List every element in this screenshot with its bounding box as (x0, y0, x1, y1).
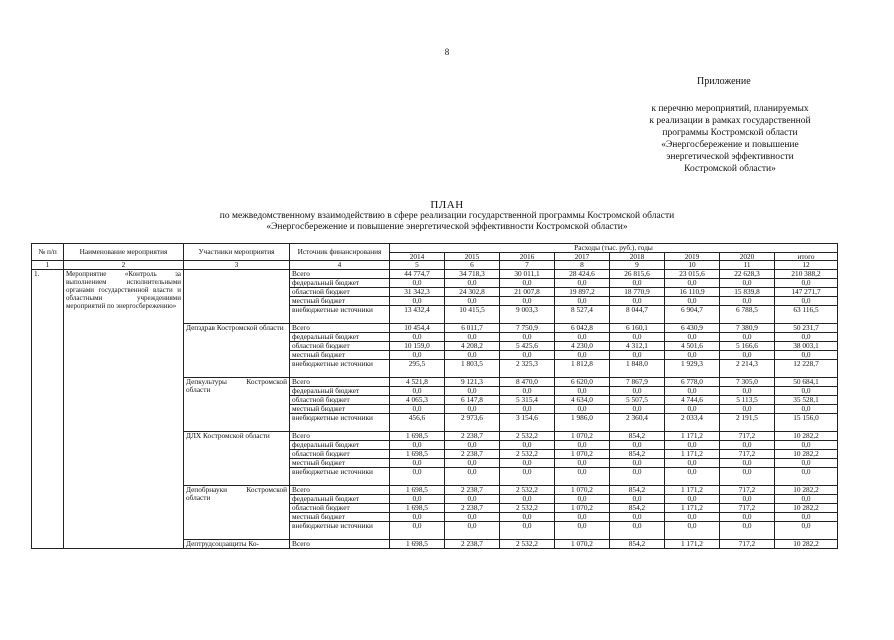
value-cell: 0,0 (390, 405, 445, 414)
value-cell: 0,0 (555, 459, 610, 468)
source-cell: областной бюджет (290, 288, 390, 297)
value-cell: 0,0 (390, 297, 445, 306)
value-cell: 0,0 (445, 297, 500, 306)
total-cell: 10 282,2 (775, 486, 838, 495)
value-cell: 0,0 (555, 333, 610, 342)
value-cell: 0,0 (390, 495, 445, 504)
total-cell: 0,0 (775, 279, 838, 288)
value-cell: 0,0 (500, 513, 555, 522)
value-cell: 0,0 (665, 279, 720, 288)
value-cell: 0,0 (445, 351, 500, 360)
value-cell: 21 007,8 (500, 288, 555, 297)
header-year: 2017 (555, 252, 610, 261)
value-cell: 23 015,6 (665, 270, 720, 279)
total-cell: 50 684,1 (775, 378, 838, 387)
value-cell: 6 904,7 (665, 306, 720, 324)
value-cell: 0,0 (445, 522, 500, 540)
appendix-title: Приложение (697, 76, 751, 87)
total-cell: 0,0 (775, 387, 838, 396)
value-cell: 2 973,6 (445, 414, 500, 432)
table-row (32, 270, 838, 279)
value-cell: 22 628,3 (720, 270, 775, 279)
value-cell: 717,2 (720, 450, 775, 459)
plan-table (31, 243, 838, 549)
value-cell: 0,0 (720, 333, 775, 342)
value-cell: 8 527,4 (555, 306, 610, 324)
value-cell: 0,0 (610, 522, 665, 540)
source-cell: Всего (290, 486, 390, 495)
value-cell: 0,0 (555, 522, 610, 540)
value-cell: 0,0 (720, 351, 775, 360)
source-cell: внебюджетные источники (290, 414, 390, 432)
value-cell: 854,2 (610, 504, 665, 513)
appendix-line: программы Костромской области (662, 128, 798, 138)
header-name: Наименование мероприятия (64, 244, 184, 261)
value-cell: 717,2 (720, 432, 775, 441)
plan-title: ПЛАН (430, 199, 464, 211)
value-cell: 31 342,3 (390, 288, 445, 297)
appendix-line: «Энергосбережение и повышение (661, 140, 799, 150)
source-cell: федеральный бюджет (290, 279, 390, 288)
header-year: 2014 (390, 252, 445, 261)
source-cell: внебюджетные источники (290, 468, 390, 486)
total-cell: 10 282,2 (775, 432, 838, 441)
value-cell: 7 305,0 (720, 378, 775, 387)
value-cell: 4 501,6 (665, 342, 720, 351)
value-cell: 6 788,5 (720, 306, 775, 324)
value-cell: 30 011,1 (500, 270, 555, 279)
header-total: итого (775, 252, 838, 261)
value-cell: 0,0 (720, 513, 775, 522)
total-cell: 0,0 (775, 459, 838, 468)
value-cell: 0,0 (390, 459, 445, 468)
value-cell: 1 070,2 (555, 432, 610, 441)
value-cell: 0,0 (390, 333, 445, 342)
value-cell: 0,0 (500, 351, 555, 360)
measure-name: Мероприятие «Контроль за выполнением исполнительными органами государственной власти и областными учреждениями мероприятий по энергосбережению» (64, 270, 184, 549)
value-cell: 0,0 (555, 513, 610, 522)
value-cell: 295,5 (390, 360, 445, 378)
source-cell: Всего (290, 270, 390, 279)
value-cell: 10 415,5 (445, 306, 500, 324)
value-cell: 1 848,0 (610, 360, 665, 378)
value-cell: 0,0 (445, 513, 500, 522)
header-year: 2020 (720, 252, 775, 261)
total-cell: 147 271,7 (775, 288, 838, 297)
participant-cell: Депздрав Костромской области (184, 324, 290, 378)
value-cell: 9 003,3 (500, 306, 555, 324)
value-cell: 0,0 (720, 468, 775, 486)
value-cell: 0,0 (610, 495, 665, 504)
value-cell: 2 191,5 (720, 414, 775, 432)
total-cell: 35 528,1 (775, 396, 838, 405)
value-cell: 5 315,4 (500, 396, 555, 405)
value-cell: 13 432,4 (390, 306, 445, 324)
value-cell: 0,0 (445, 459, 500, 468)
source-cell: Всего (290, 324, 390, 333)
value-cell: 0,0 (610, 333, 665, 342)
value-cell: 26 815,6 (610, 270, 665, 279)
header-year: 2016 (500, 252, 555, 261)
value-cell: 0,0 (390, 279, 445, 288)
column-number: 2 (64, 261, 184, 270)
value-cell: 2 214,3 (720, 360, 775, 378)
value-cell: 0,0 (610, 468, 665, 486)
value-cell: 0,0 (665, 522, 720, 540)
source-cell: федеральный бюджет (290, 333, 390, 342)
total-cell: 15 156,0 (775, 414, 838, 432)
participant-cell: Дептрудсоцзащиты Ко- (184, 540, 290, 549)
header-year: 2019 (665, 252, 720, 261)
value-cell: 2 033,4 (665, 414, 720, 432)
participant-cell (184, 270, 290, 324)
source-cell: местный бюджет (290, 351, 390, 360)
value-cell: 854,2 (610, 486, 665, 495)
column-number: 5 (390, 261, 445, 270)
value-cell: 0,0 (390, 351, 445, 360)
value-cell: 6 778,0 (665, 378, 720, 387)
header-year: 2018 (610, 252, 665, 261)
value-cell: 0,0 (500, 297, 555, 306)
value-cell: 1 171,2 (665, 504, 720, 513)
value-cell: 5 507,5 (610, 396, 665, 405)
value-cell: 0,0 (665, 333, 720, 342)
total-cell: 0,0 (775, 522, 838, 540)
value-cell: 24 302,8 (445, 288, 500, 297)
source-cell: областной бюджет (290, 396, 390, 405)
value-cell: 4 634,0 (555, 396, 610, 405)
value-cell: 2 238,7 (445, 450, 500, 459)
value-cell: 0,0 (390, 441, 445, 450)
value-cell: 0,0 (610, 387, 665, 396)
value-cell: 456,6 (390, 414, 445, 432)
value-cell: 0,0 (555, 468, 610, 486)
value-cell: 0,0 (665, 387, 720, 396)
source-cell: федеральный бюджет (290, 441, 390, 450)
value-cell: 3 154,6 (500, 414, 555, 432)
plan-table-body (32, 270, 838, 549)
source-cell: местный бюджет (290, 459, 390, 468)
appendix-line: Костромской области» (684, 164, 776, 174)
value-cell: 0,0 (610, 459, 665, 468)
column-number: 10 (665, 261, 720, 270)
column-number: 1 (32, 261, 64, 270)
appendix-text (610, 103, 850, 175)
measure-number: 1. (32, 270, 64, 549)
value-cell: 4 312,1 (610, 342, 665, 351)
value-cell: 1 929,3 (665, 360, 720, 378)
value-cell: 0,0 (500, 279, 555, 288)
value-cell: 1 698,5 (390, 450, 445, 459)
total-cell: 0,0 (775, 333, 838, 342)
value-cell: 1 171,2 (665, 486, 720, 495)
value-cell: 1 812,8 (555, 360, 610, 378)
total-cell: 210 388,2 (775, 270, 838, 279)
value-cell: 4 744,6 (665, 396, 720, 405)
value-cell: 0,0 (500, 441, 555, 450)
page-number: 8 (444, 47, 450, 57)
value-cell: 0,0 (500, 459, 555, 468)
value-cell: 2 325,3 (500, 360, 555, 378)
value-cell: 2 532,2 (500, 540, 555, 549)
value-cell: 0,0 (445, 441, 500, 450)
value-cell: 19 897,2 (555, 288, 610, 297)
value-cell: 0,0 (720, 495, 775, 504)
header-participants: Участники мероприятия (184, 244, 290, 261)
value-cell: 2 238,7 (445, 504, 500, 513)
total-cell: 0,0 (775, 351, 838, 360)
value-cell: 0,0 (610, 441, 665, 450)
value-cell: 7 750,9 (500, 324, 555, 333)
value-cell: 0,0 (610, 351, 665, 360)
value-cell: 5 425,6 (500, 342, 555, 351)
value-cell: 0,0 (555, 297, 610, 306)
value-cell: 0,0 (555, 405, 610, 414)
appendix-line: энергетической эффективности (666, 152, 794, 162)
value-cell: 5 113,5 (720, 396, 775, 405)
value-cell: 34 718,3 (445, 270, 500, 279)
value-cell: 0,0 (665, 297, 720, 306)
value-cell: 8 044,7 (610, 306, 665, 324)
source-cell: федеральный бюджет (290, 495, 390, 504)
source-cell: областной бюджет (290, 342, 390, 351)
value-cell: 6 620,0 (555, 378, 610, 387)
source-cell: федеральный бюджет (290, 387, 390, 396)
value-cell: 4 208,2 (445, 342, 500, 351)
value-cell: 0,0 (720, 279, 775, 288)
value-cell: 0,0 (665, 441, 720, 450)
value-cell: 0,0 (665, 459, 720, 468)
total-cell: 0,0 (775, 405, 838, 414)
value-cell: 6 147,8 (445, 396, 500, 405)
header-num: № п/п (32, 244, 64, 261)
total-cell: 0,0 (775, 495, 838, 504)
source-cell: местный бюджет (290, 405, 390, 414)
source-cell: местный бюджет (290, 513, 390, 522)
value-cell: 0,0 (500, 387, 555, 396)
value-cell: 16 110,9 (665, 288, 720, 297)
value-cell: 6 160,1 (610, 324, 665, 333)
value-cell: 6 011,7 (445, 324, 500, 333)
value-cell: 0,0 (445, 468, 500, 486)
value-cell: 2 532,2 (500, 432, 555, 441)
participant-cell: Депобрнауки Костромской области (184, 486, 290, 540)
value-cell: 8 470,0 (500, 378, 555, 387)
value-cell: 18 770,9 (610, 288, 665, 297)
total-cell: 0,0 (775, 441, 838, 450)
value-cell: 0,0 (390, 387, 445, 396)
value-cell: 0,0 (555, 495, 610, 504)
value-cell: 0,0 (500, 522, 555, 540)
value-cell: 1 986,0 (555, 414, 610, 432)
source-cell: местный бюджет (290, 297, 390, 306)
source-cell: Всего (290, 540, 390, 549)
value-cell: 1 070,2 (555, 450, 610, 459)
total-cell: 0,0 (775, 297, 838, 306)
value-cell: 854,2 (610, 540, 665, 549)
value-cell: 0,0 (665, 468, 720, 486)
plan-subtitle-line: по межведомственному взаимодействию в сфере реализации государственной программы Костромской области (219, 211, 675, 221)
column-number: 9 (610, 261, 665, 270)
total-cell: 50 231,7 (775, 324, 838, 333)
value-cell: 0,0 (720, 459, 775, 468)
appendix-line: к перечню мероприятий, планируемых (651, 104, 809, 114)
source-cell: внебюджетные источники (290, 306, 390, 324)
appendix-line: к реализации в рамках государственной (649, 116, 811, 126)
value-cell: 0,0 (500, 405, 555, 414)
value-cell: 0,0 (555, 441, 610, 450)
value-cell: 1 171,2 (665, 540, 720, 549)
total-cell: 38 003,1 (775, 342, 838, 351)
value-cell: 2 532,2 (500, 504, 555, 513)
participant-cell: Депкультуры Костромской области (184, 378, 290, 432)
value-cell: 2 238,7 (445, 486, 500, 495)
value-cell: 0,0 (500, 468, 555, 486)
source-cell: внебюджетные источники (290, 360, 390, 378)
value-cell: 4 521,8 (390, 378, 445, 387)
value-cell: 717,2 (720, 486, 775, 495)
value-cell: 0,0 (500, 333, 555, 342)
value-cell: 0,0 (720, 441, 775, 450)
value-cell: 2 532,2 (500, 450, 555, 459)
value-cell: 0,0 (665, 513, 720, 522)
total-cell: 12 228,7 (775, 360, 838, 378)
value-cell: 1 698,5 (390, 540, 445, 549)
value-cell: 0,0 (445, 495, 500, 504)
total-cell: 10 282,2 (775, 450, 838, 459)
value-cell: 854,2 (610, 450, 665, 459)
column-number: 8 (555, 261, 610, 270)
value-cell: 1 171,2 (665, 450, 720, 459)
value-cell: 0,0 (665, 405, 720, 414)
value-cell: 6 042,8 (555, 324, 610, 333)
value-cell: 1 070,2 (555, 540, 610, 549)
value-cell: 717,2 (720, 540, 775, 549)
value-cell: 0,0 (445, 387, 500, 396)
column-number: 3 (184, 261, 290, 270)
value-cell: 0,0 (390, 513, 445, 522)
value-cell: 1 698,5 (390, 486, 445, 495)
value-cell: 0,0 (445, 279, 500, 288)
total-cell: 0,0 (775, 468, 838, 486)
value-cell: 0,0 (555, 351, 610, 360)
source-cell: Всего (290, 378, 390, 387)
value-cell: 0,0 (610, 405, 665, 414)
header-source: Источник финансирования (290, 244, 390, 261)
value-cell: 5 166,6 (720, 342, 775, 351)
value-cell: 44 774,7 (390, 270, 445, 279)
column-number: 12 (775, 261, 838, 270)
value-cell: 4 230,0 (555, 342, 610, 351)
column-number: 7 (500, 261, 555, 270)
value-cell: 0,0 (720, 522, 775, 540)
source-cell: областной бюджет (290, 450, 390, 459)
value-cell: 1 171,2 (665, 432, 720, 441)
value-cell: 0,0 (610, 279, 665, 288)
value-cell: 4 065,3 (390, 396, 445, 405)
source-cell: внебюджетные источники (290, 522, 390, 540)
value-cell: 9 121,3 (445, 378, 500, 387)
header-year: 2015 (445, 252, 500, 261)
value-cell: 1 698,5 (390, 432, 445, 441)
value-cell: 1 070,2 (555, 504, 610, 513)
value-cell: 10 454,4 (390, 324, 445, 333)
total-cell: 10 282,2 (775, 504, 838, 513)
value-cell: 7 867,9 (610, 378, 665, 387)
column-number: 6 (445, 261, 500, 270)
value-cell: 0,0 (665, 351, 720, 360)
value-cell: 0,0 (500, 495, 555, 504)
value-cell: 0,0 (720, 387, 775, 396)
value-cell: 7 380,9 (720, 324, 775, 333)
value-cell: 2 360,4 (610, 414, 665, 432)
value-cell: 0,0 (720, 405, 775, 414)
value-cell: 854,2 (610, 432, 665, 441)
value-cell: 0,0 (390, 468, 445, 486)
participant-cell: ДЛХ Костромской области (184, 432, 290, 486)
value-cell: 2 238,7 (445, 432, 500, 441)
value-cell: 0,0 (445, 405, 500, 414)
value-cell: 0,0 (610, 297, 665, 306)
total-cell: 10 282,2 (775, 540, 838, 549)
value-cell: 717,2 (720, 504, 775, 513)
value-cell: 0,0 (610, 513, 665, 522)
column-number: 11 (720, 261, 775, 270)
source-cell: областной бюджет (290, 504, 390, 513)
plan-subtitle-line: «Энергосбережение и повышение энергетической эффективности Костромской области» (266, 222, 628, 232)
value-cell: 2 532,2 (500, 486, 555, 495)
value-cell: 0,0 (390, 522, 445, 540)
value-cell: 2 238,7 (445, 540, 500, 549)
value-cell: 6 430,9 (665, 324, 720, 333)
value-cell: 28 424,6 (555, 270, 610, 279)
value-cell: 1 803,5 (445, 360, 500, 378)
header-expenses: Расходы (тыс. руб.), годы (390, 244, 838, 253)
plan-subtitle (0, 211, 894, 233)
value-cell: 0,0 (665, 495, 720, 504)
value-cell: 0,0 (555, 279, 610, 288)
source-cell: Всего (290, 432, 390, 441)
value-cell: 0,0 (445, 333, 500, 342)
value-cell: 0,0 (555, 387, 610, 396)
total-cell: 0,0 (775, 513, 838, 522)
value-cell: 1 070,2 (555, 486, 610, 495)
value-cell: 1 698,5 (390, 504, 445, 513)
value-cell: 15 839,8 (720, 288, 775, 297)
column-number: 4 (290, 261, 390, 270)
total-cell: 63 116,5 (775, 306, 838, 324)
value-cell: 0,0 (720, 297, 775, 306)
value-cell: 10 159,0 (390, 342, 445, 351)
